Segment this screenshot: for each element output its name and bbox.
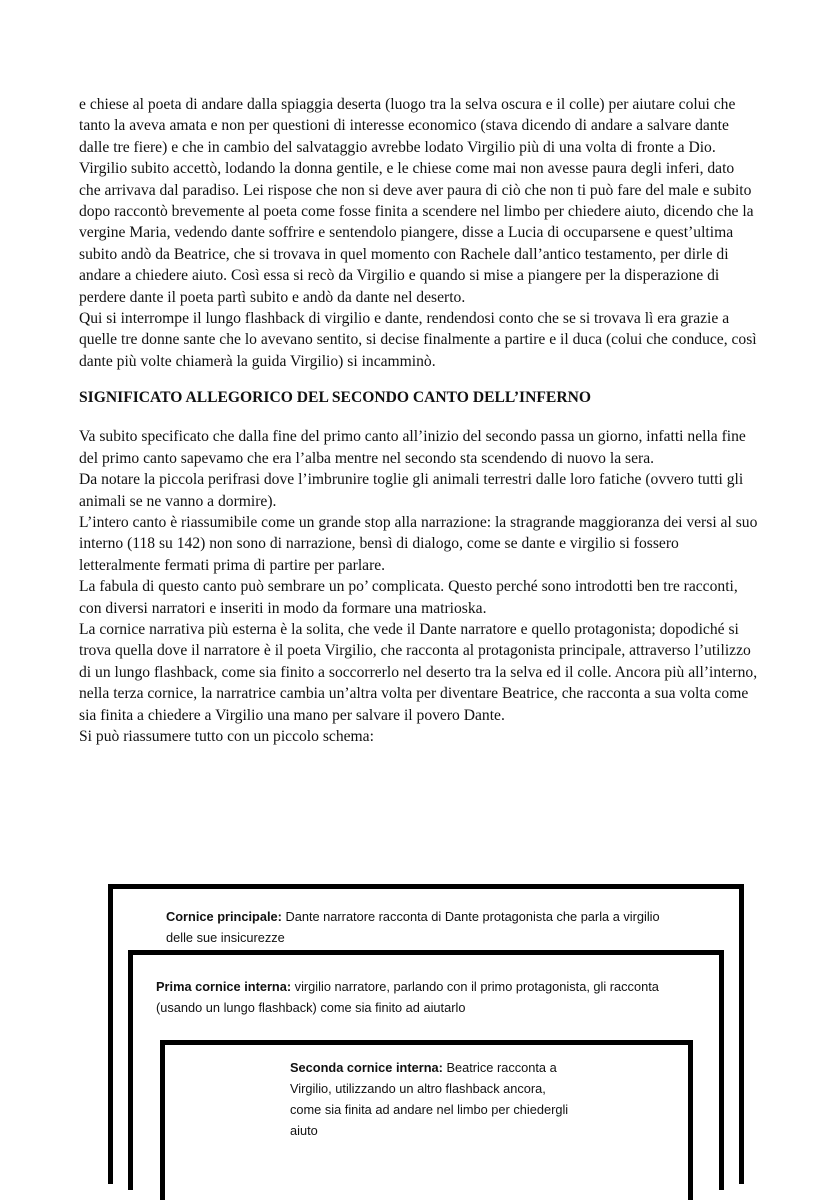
inner-frame-label: Seconda cornice interna: bbox=[290, 1060, 443, 1075]
middle-frame-label: Prima cornice interna: bbox=[156, 979, 292, 994]
middle-frame-text bbox=[156, 976, 701, 1018]
paragraph: L’intero canto è riassumibile come un grande stop alla narrazione: la stragrande maggioranza dei versi al suo interno (118 su 142) non sono di narrazione, bensì di dialogo, come se dante e virgilio si fossero letteralmente fermati prima di partire per parlare. bbox=[79, 513, 758, 574]
inner-frame-text bbox=[290, 1057, 580, 1141]
paragraph: Virgilio subito accettò, lodando la donna gentile, e le chiese come mai non avesse paura degli inferi, dato che arrivava dal paradiso. Lei rispose che non si deve aver paura di ciò che non ti può fare del male e subito dopo raccontò brevemente al poeta come fosse finita a scendere nel limbo per chiedere aiuto, dicendo che la vergine Maria, vedendo dante soffrire e sentendolo piangere, disse a Lucia di occuparsene e quest’ultima subito andò da Beatrice, che si trovava in quel momento con Rachele dall’antico testamento, per dirle di andare a chiedere aiuto. Così essa si recò da Virgilio e quando si mise a piangere per la disperazione di perdere dante il poeta partì subito e andò da dante nel deserto. bbox=[79, 160, 754, 306]
inner-frame-description: Beatrice racconta a Virgilio, utilizzando un altro flashback ancora, come sia finita ad andare nel limbo per chiedergli aiuto bbox=[290, 1060, 569, 1138]
paragraph: Va subito specificato che dalla fine del primo canto all’inizio del secondo passa un giorno, infatti nella fine del primo canto sapevamo che era l’alba mentre nel secondo sta scendendo di nuovo la sera. bbox=[79, 428, 746, 467]
outer-frame-description: Dante narratore racconta di Dante protagonista che parla a virgilio delle sue insicurezze bbox=[166, 909, 660, 945]
inner-frame-box bbox=[160, 1040, 693, 1200]
section-heading: SIGNIFICATO ALLEGORICO DEL SECONDO CANTO DELL’INFERNO bbox=[79, 389, 591, 407]
paragraph: Da notare la piccola perifrasi dove l’imbrunire toglie gli animali terrestri dalle loro fatiche (ovvero tutti gli animali se ne vanno a dormire). bbox=[79, 471, 744, 510]
body-text bbox=[79, 94, 759, 747]
paragraph: La cornice narrativa più esterna è la solita, che vede il Dante narratore e quello protagonista; dopodiché si trova quella dove il narratore è il poeta Virgilio, che racconta al protagonista principale, attraverso l’utilizzo di un lungo flashback, come sia finito a soccorrerlo nel deserto tra la selva ed il colle. Ancora più all’interno, nella terza cornice, la narratrice cambia un’altra volta per diventare Beatrice, che racconta a sua volta come sia finita a chiedere a Virgilio una mano per salvare il povero Dante. bbox=[79, 620, 758, 724]
outer-frame-text bbox=[166, 906, 686, 948]
paragraph: Si può riassumere tutto con un piccolo schema: bbox=[79, 727, 374, 745]
paragraph: Qui si interrompe il lungo flashback di virgilio e dante, rendendosi conto che se si trovava lì era grazie a quelle tre donne sante che lo avevano sentito, si decise finalmente a partire e il duca (colui che conduce, così dante più volte chiamerà la guida Virgilio) si incamminò. bbox=[79, 310, 757, 370]
middle-frame-description: virgilio narratore, parlando con il primo protagonista, gli racconta (usando un lungo flashback) come sia finito ad aiutarlo bbox=[156, 979, 659, 1015]
paragraph: e chiese al poeta di andare dalla spiaggia deserta (luogo tra la selva oscura e il colle) per aiutare colui che tanto la aveva amata e non per questioni di interesse economico (stava dicendo di andare a salvare dante dalle tre fiere) e che in cambio del salvataggio avrebbe lodato Virgilio più di una volta di fronte a Dio. bbox=[79, 96, 736, 156]
paragraph: La fabula di questo canto può sembrare un po’ complicata. Questo perché sono introdotti ben tre racconti, con diversi narratori e inseriti in modo da formare una matrioska. bbox=[79, 578, 738, 617]
outer-frame-label: Cornice principale: bbox=[166, 909, 282, 924]
